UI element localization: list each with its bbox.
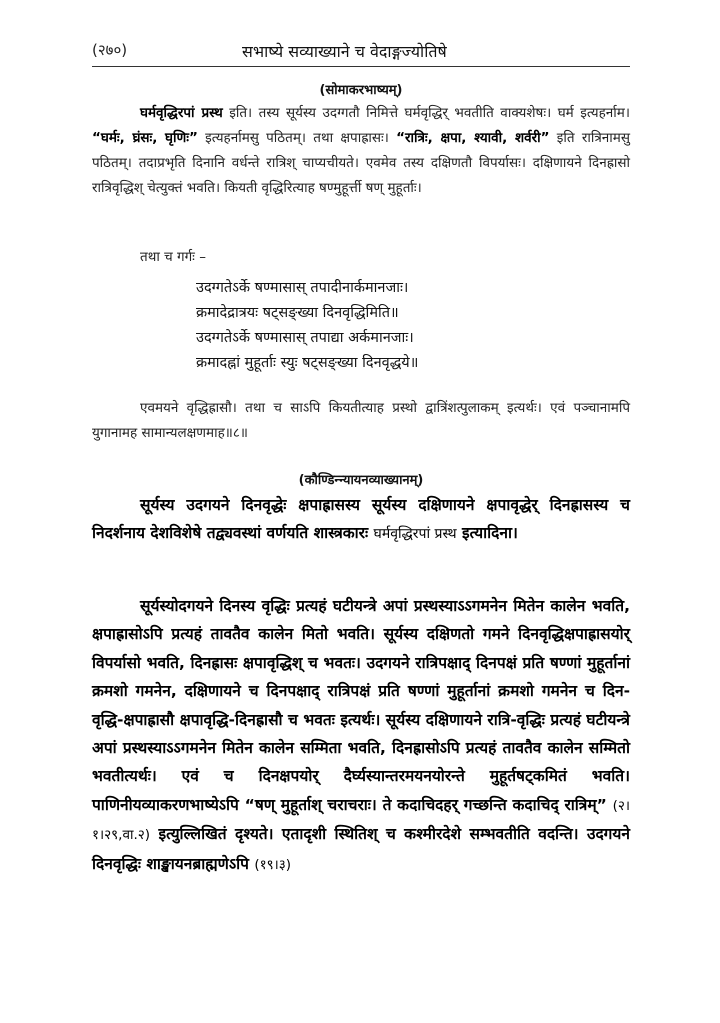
reference: (१९।३)	[254, 856, 292, 873]
lemma-quote: घर्मवृद्धिरपां प्रस्थ	[373, 526, 457, 543]
text: इत्युल्लिखितं दृश्यते। एतादृशी स्थितिश् च कश्मीरदेशे सम्भवतीति वदन्ति। उदगयने दिनवृद्धिः शाङ्खायनब्राह्मणेऽपि	[92, 825, 630, 873]
verse-line: क्रमादह्नां मुहूर्ताः स्युः षट्सङ्ख्या दिनवृद्धये॥	[196, 355, 419, 371]
verse-line: उदग्गतेऽर्के षण्मासास् तपादीनार्कमानजाः।	[196, 280, 409, 296]
section-heading-somakara: (सोमाकरभाष्यम्)	[319, 83, 403, 98]
text: सूर्यस्योदगयने दिनस्य वृद्धिः प्रत्यहं घटीयन्त्रे अपां प्रस्थस्याऽऽगमनेन मितेन कालेन भवति, क्षपाह्रासोऽपि प्रत्यहं तावतैव कालेन मितो भवति। सूर्यस्य दक्षिणतो गमने दिनवृद्धिक्षपाह्रासयोर् विपर्यासो भवति, दिनह्रासः क्षपावृद्धिश् च भवतः। उदगयने रात्रिपक्षाद् दिनपक्षं प्रति षण्णां मुहूर्तानां क्रमशो गमनेन, दक्षिणायने च दिनपक्षाद् रात्रिपक्षं प्रति षण्णां मुहूर्तानां क्रमशो गमनेन च दिन-वृद्धि-क्षपाह्रासौ क्षपावृद्धि-दिनह्रासौ च भवतः इत्यर्थः। सूर्यस्य दक्षिणायने रात्रि-वृद्धिः प्रत्यहं घटीयन्त्रे अपां प्रस्थस्याऽऽगमनेन मितेन कालेन सम्मिता भवति, दिनह्रासोऽपि प्रत्यहं तावतैव कालेन सम्मितो भवतीत्यर्थः। एवं च दिनक्षपयोर् दैर्घ्यस्यान्तरमयनयोरन्ते मुहूर्तषट्कमितं भवति। पाणिनीयव्याकरणभाष्येऽपि “षण् मुहूर्ताश् चराचराः। ते कदाचिदहर् गच्छन्ति कदाचिद् रात्रिम्”	[92, 597, 630, 814]
verse-intro: तथा च गर्गः –	[140, 249, 206, 265]
page-header	[92, 40, 630, 66]
lemma: घर्मवृद्धिरपां प्रस्थ	[140, 105, 223, 121]
running-head: सभाष्ये सव्याख्याने च वेदाङ्गज्योतिषे	[242, 42, 447, 61]
verse-block	[196, 276, 626, 376]
verse-line: उदग्गतेऽर्के षण्मासास् तपाद्या अर्कमानजाः।	[196, 330, 414, 346]
text: इत्यहर्नामसु पठितम्। तथा क्षपाह्रासः।	[197, 130, 397, 146]
text: इति। तस्य सूर्यस्य उदग्गतौ निमित्ते घर्मवृद्धिर् भवतीति वाक्यशेषः। घर्म इत्यहर्नाम।	[222, 105, 630, 121]
verse-line: क्रमादेद्रात्रयः षट्सङ्ख्या दिनवृद्धिमिति॥	[196, 305, 399, 321]
somakara-paragraph-1	[92, 101, 630, 201]
kaundinnyayana-paragraph-2	[92, 592, 630, 879]
text: इति रात्रिनामसु पठितम्। तदाप्रभृति दिनानि वर्धन्ते रात्रिश् चाप्यचीयते। एवमेव तस्य दक्षिणतौ विपर्यासः। दक्षिणायने दिनह्रासो रात्रिवृद्धिश् चेत्युक्तं भवति। कियती वृद्धिरित्याह षण्मुहूर्त्ती षण् मुहूर्ताः।	[92, 130, 630, 196]
reference: (२।१।२९,वा.२)	[92, 797, 630, 844]
page-number: (२७०)	[92, 41, 128, 59]
kaundinnyayana-paragraph-1	[92, 491, 630, 549]
text: इत्यादिना।	[456, 524, 518, 543]
quote-night-names: “रात्रिः, क्षपा, श्यावी, शर्वरी”	[396, 130, 550, 146]
header-rule	[92, 66, 630, 67]
quote-day-names: “घर्मः, घ्रंसः, घृणिः”	[92, 130, 198, 146]
section-heading-kaundinnyayana: (कौण्डिन्न्यायनव्याख्यानम्)	[298, 473, 424, 488]
somakara-paragraph-2: एवमयने वृद्धिह्रासौ। तथा च साऽपि कियतीत्याह प्रस्थो द्वात्रिंशत्पुलाकम् इत्यर्थः। एवं पञ्चानामपि युगानामह सामान्यलक्षणमाह॥८॥	[92, 400, 630, 441]
text: सूर्यस्य उदगयने दिनवृद्धेः क्षपाह्रासस्य सूर्यस्य दक्षिणायने क्षपावृद्धेर् दिनह्रासस्य च निदर्शनाय देशविशेषे तद्व्यवस्थां वर्णयति शास्त्रकारः	[92, 496, 630, 543]
